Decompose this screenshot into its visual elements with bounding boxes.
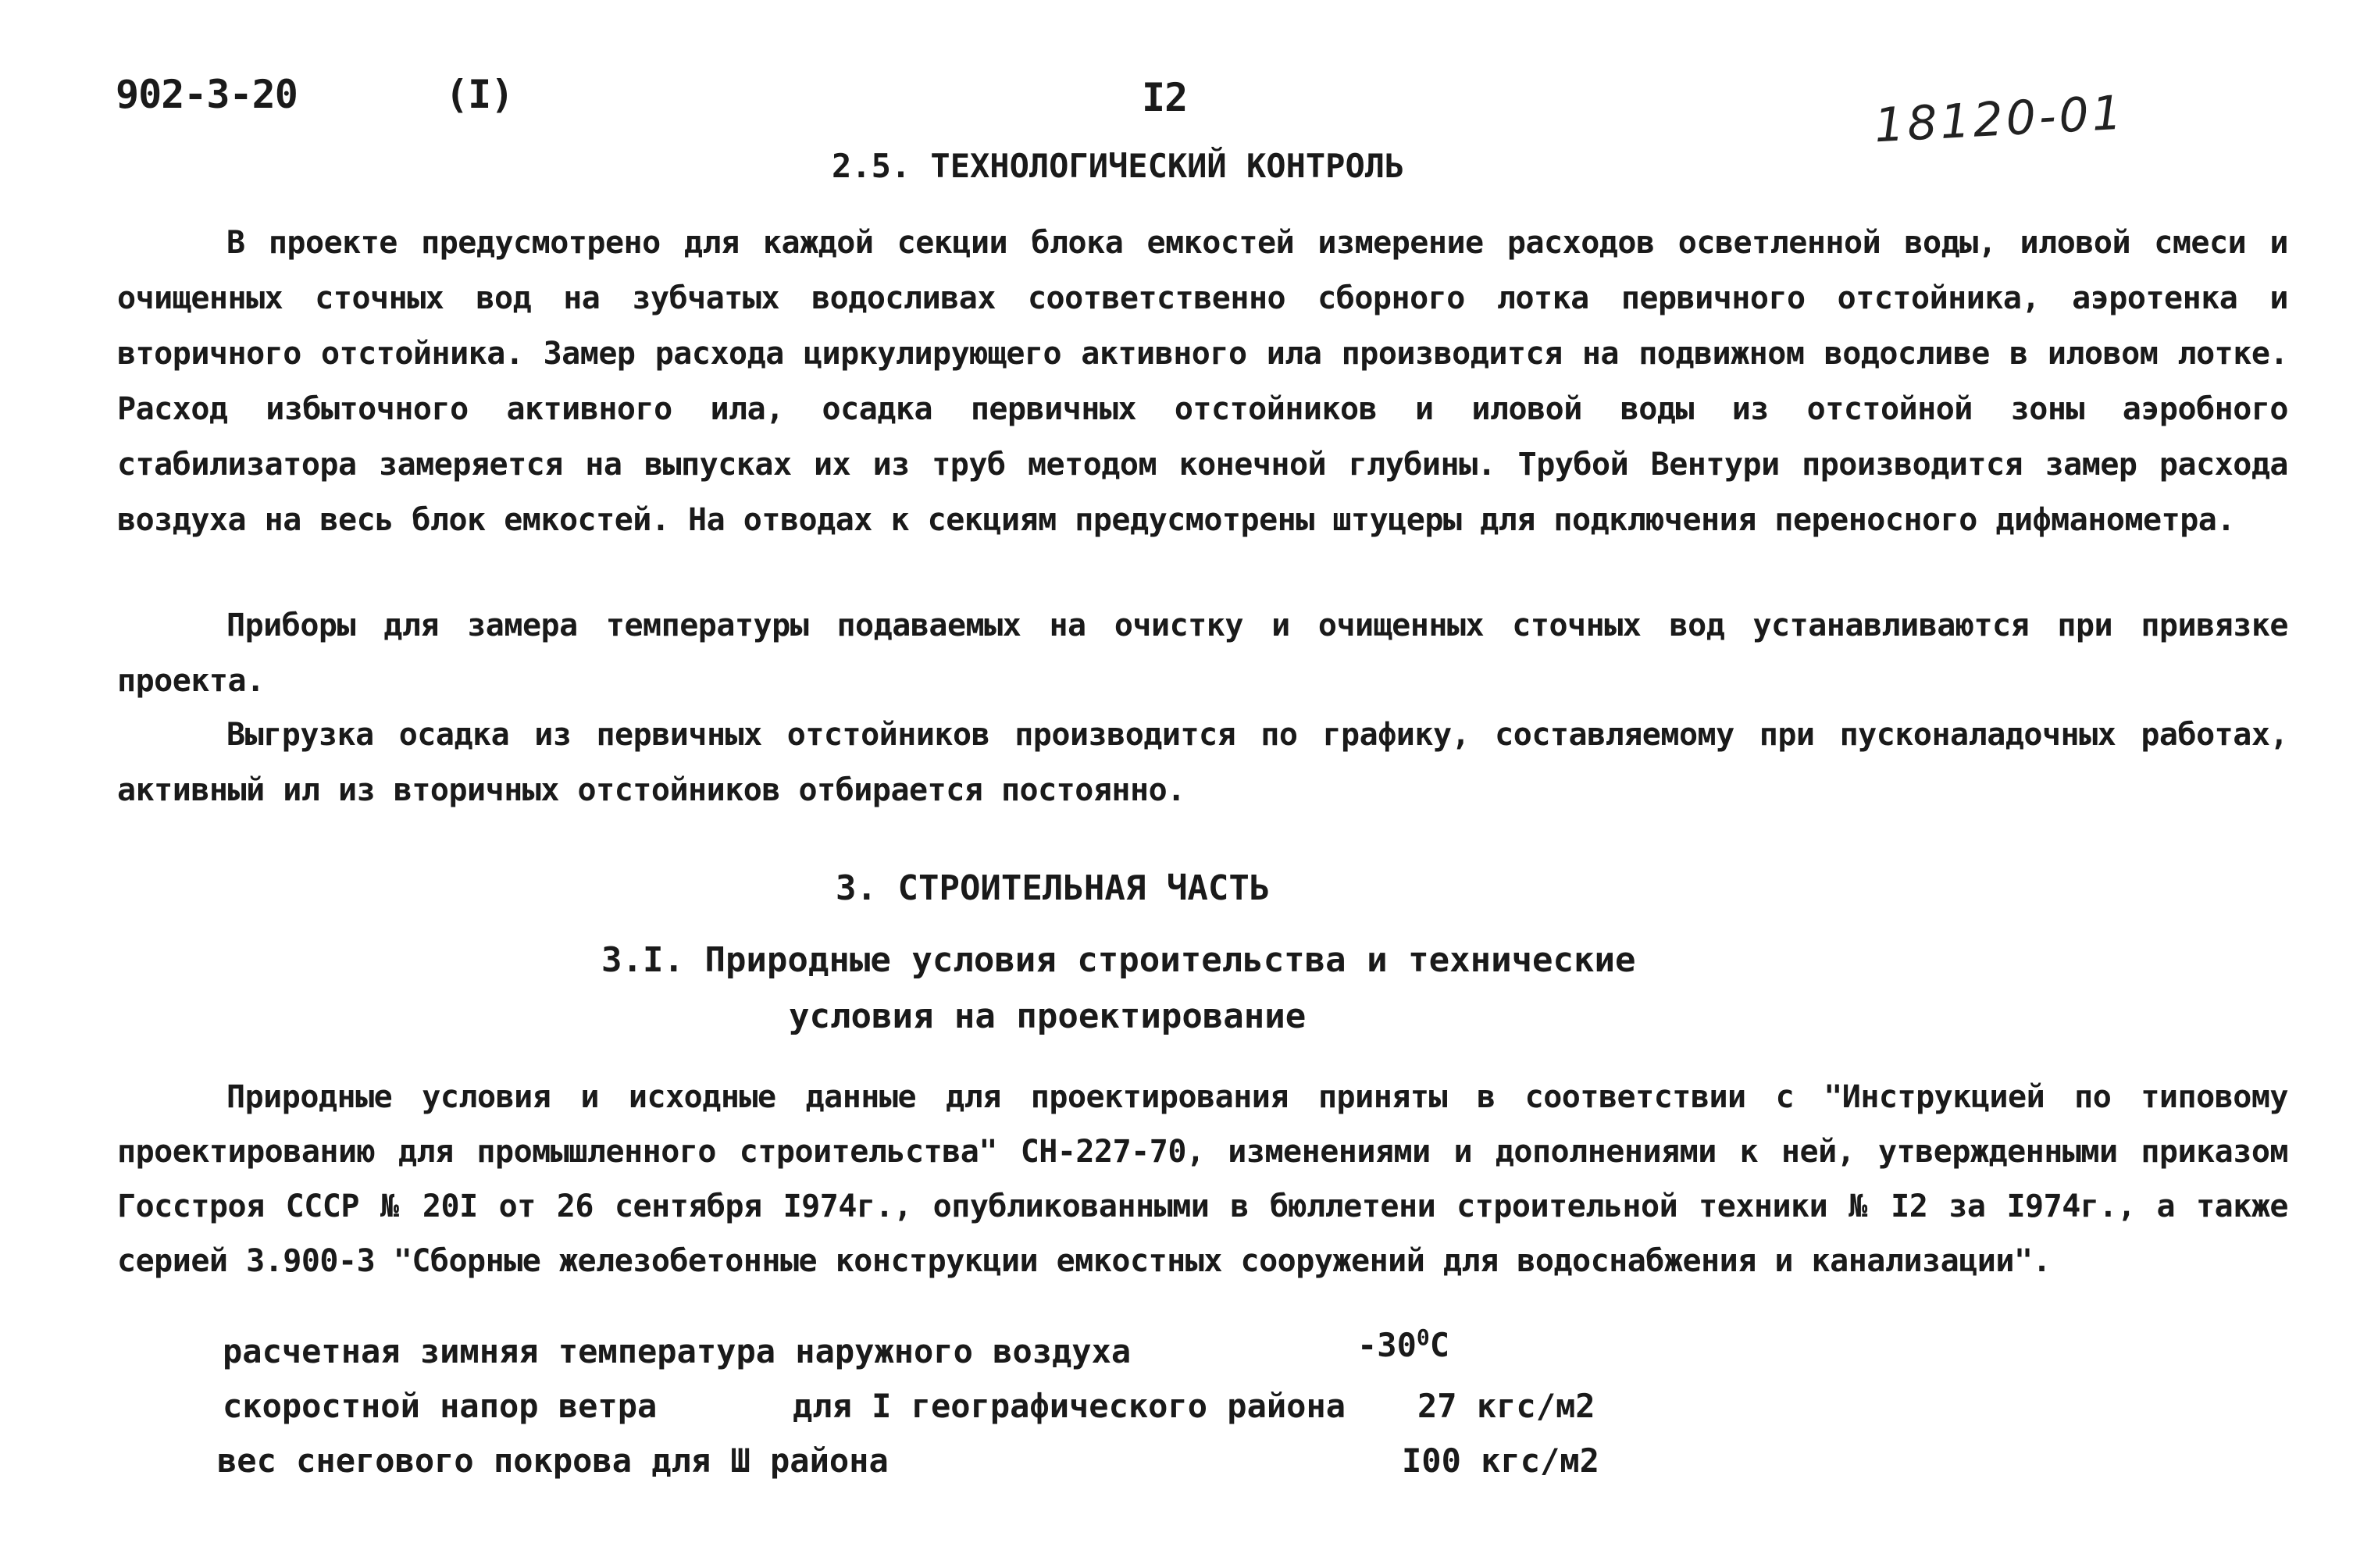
page-number: I2 [1142, 75, 1188, 120]
section-3-1-title-line-2: условия на проектирование [789, 996, 1307, 1036]
section-2-5-paragraph-1: В проекте предусмотрено для каждой секции блока емкостей измерение расходов осветленной воды, иловой смеси и очищенных сточных вод на зубчатых водосливах соответственно сборного лотка первичного отстойника, аэротенка и вторичного отстойника. Замер расхода циркулирующего активного ила производится на подвижном водосливе в иловом лотке. Расход избыточного активного ила, осадка первичных отстойников и иловой воды из отстойной зоны аэробного стабилизатора замеряется на выпусках их из труб методом конечной глубины. Трубой Вентури производится замер расхода воздуха на весь блок емкостей. На отводах к секциям предусмотрены штуцеры для подключения переносного дифманометра. [117, 225, 2288, 538]
param-wind-pressure-label: скоростной напор ветра [223, 1387, 658, 1425]
param-winter-temperature-label: расчетная зимняя температура наружного воздуха [223, 1332, 1132, 1370]
param-wind-pressure-region: для I географического района [793, 1387, 1346, 1425]
section-3-1-title-line-1: 3.I. Природные условия строительства и технические [601, 940, 1636, 980]
param-snow-load-value: I00 кгс/м2 [1402, 1441, 1599, 1480]
document-code: 902-3-20 [116, 72, 298, 117]
param-snow-load-label: вес снегового покрова для Ш района [217, 1441, 889, 1480]
section-2-5-paragraph-3: Выгрузка осадка из первичных отстойников производится по графику, составляемому при пусконаладочных работах, активный ил из вторичных отстойников отбирается постоянно. [117, 717, 2288, 808]
section-2-5-paragraph-2: Приборы для замера температуры подаваемых на очистку и очищенных сточных вод устанавливаются при привязке проекта. [117, 608, 2288, 699]
document-part: (I) [445, 72, 514, 117]
section-3-title: 3. СТРОИТЕЛЬНАЯ ЧАСТЬ [836, 868, 1271, 908]
handwritten-inventory-number: 18120-01 [1873, 85, 2127, 154]
param-winter-temperature-value: $-30^0С$ [1357, 1324, 1450, 1364]
section-3-1-paragraph: Природные условия и исходные данные для проектирования приняты в соответствии с "Инструкцией по типовому проектированию для промышленного строительства" СН-227-70, изменениями и дополнениями к ней, утвержденными приказом Госстроя СССР № 20I от 26 сентября I974г., опубликованными в бюллетени строительной техники № I2 за I974г., а также серией 3.900-3 "Сборные железобетонные конструкции емкостных сооружений для водоснабжения и канализации". [117, 1079, 2288, 1279]
section-2-5-title: 2.5. ТЕХНОЛОГИЧЕСКИЙ КОНТРОЛЬ [832, 147, 1405, 185]
param-wind-pressure-value: 27 кгс/м2 [1417, 1387, 1595, 1425]
